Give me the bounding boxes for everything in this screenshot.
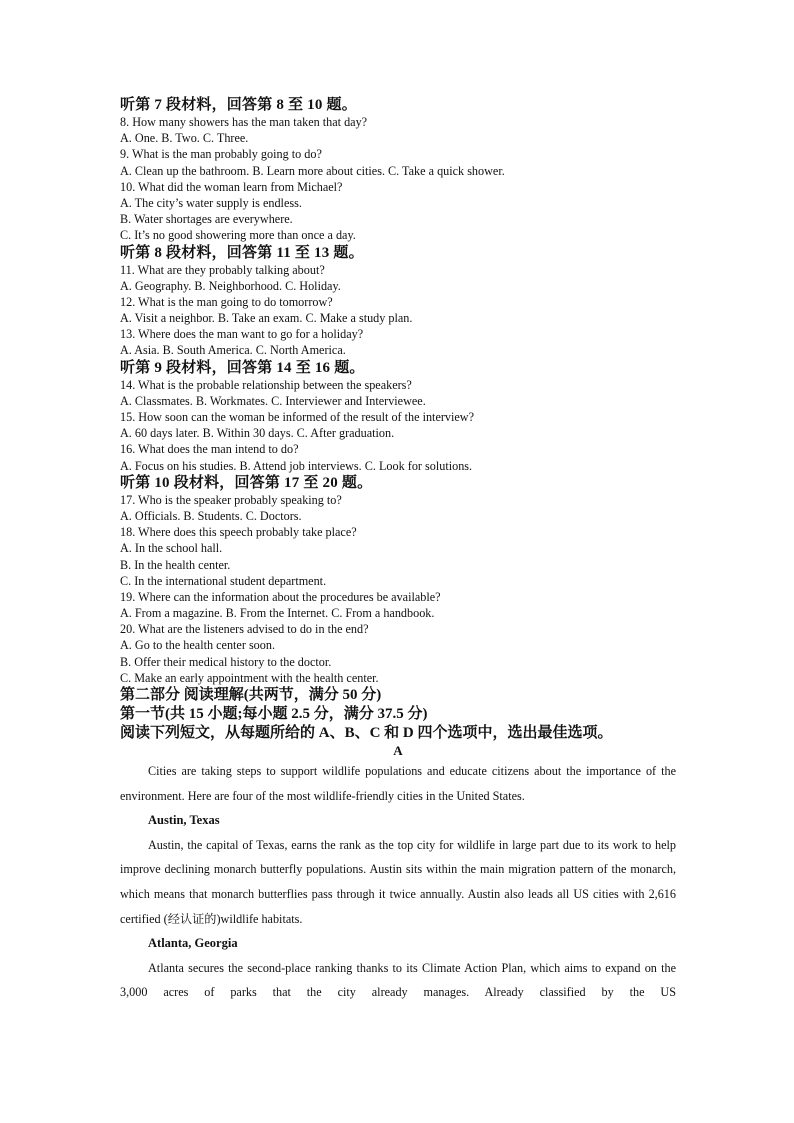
section-one-title: 第一节(共 15 小题;每小题 2.5 分，满分 37.5 分) xyxy=(120,706,428,722)
question-10: 10. What did the woman learn from Michael? xyxy=(120,179,343,194)
option-10-c: C. It’s no good showering more than once a day. xyxy=(120,228,356,243)
paragraph-atlanta: Atlanta secures the second-place ranking thanks to its Climate Action Plan, which aims to expand on the 3,000 acres of parks that the city already manages. Already classified by the US xyxy=(120,960,676,1000)
option-20-a: A. Go to the health center soon. xyxy=(120,638,276,653)
passage-intro: Cities are taking steps to support wildlife populations and educate citizens about the importance of the environment. Here are four of the most wildlife-friendly cities in the United States. xyxy=(120,764,676,803)
city-heading-atlanta: Atlanta, Georgia xyxy=(148,936,238,951)
question-12: 12. What is the man going to do tomorrow? xyxy=(120,294,333,309)
option-18-c: C. In the international student department. xyxy=(120,573,327,588)
section-heading-10: 听第 10 段材料，回答第 17 至 20 题。 xyxy=(120,474,373,491)
section-heading-7: 听第 7 段材料，回答第 8 至 10 题。 xyxy=(120,97,357,113)
question-11: 11. What are they probably talking about? xyxy=(120,262,325,277)
options-12: A. Visit a neighbor. B. Take an exam. C. Make a study plan. xyxy=(120,311,413,326)
part-two-title: 第二部分 阅读理解(共两节，满分 50 分) xyxy=(120,687,382,703)
options-13: A. Asia. B. South America. C. North America. xyxy=(120,343,346,358)
options-17: A. Officials. B. Students. C. Doctors. xyxy=(120,508,302,523)
options-14: A. Classmates. B. Workmates. C. Interviewer and Interviewee. xyxy=(120,393,426,408)
question-18: 18. Where does this speech probably take place? xyxy=(120,525,357,540)
question-20: 20. What are the listeners advised to do in the end? xyxy=(120,622,369,637)
section-heading-9: 听第 9 段材料，回答第 14 至 16 题。 xyxy=(120,359,365,376)
options-15: A. 60 days later. B. Within 30 days. C. After graduation. xyxy=(120,426,395,441)
option-18-b: B. In the health center. xyxy=(120,557,231,572)
question-16: 16. What does the man intend to do? xyxy=(120,442,299,457)
question-19: 19. Where can the information about the procedures be available? xyxy=(120,589,441,604)
paragraph-austin: Austin, the capital of Texas, earns the rank as the top city for wildlife in large part due to its work to help improve declining monarch butterfly populations. Austin sits within the main migration pattern of the monarch, which means that monarch butterflies pass through it twice annually. Austin also leads all US cities with 2,616 certified (经认证的)wildlife habitats. xyxy=(120,837,676,926)
question-13: 13. Where does the man want to go for a holiday? xyxy=(120,327,364,342)
question-17: 17. Who is the speaker probably speaking to? xyxy=(120,492,342,507)
passage-label: A xyxy=(393,743,403,758)
question-15: 15. How soon can the woman be informed of the result of the interview? xyxy=(120,410,475,424)
question-9: 9. What is the man probably going to do? xyxy=(120,147,322,162)
option-20-b: B. Offer their medical history to the doctor. xyxy=(120,654,332,669)
options-8: A. One. B. Two. C. Three. xyxy=(120,131,249,146)
options-19: A. From a magazine. B. From the Internet. C. From a handbook. xyxy=(120,606,435,621)
option-20-c: C. Make an early appointment with the health center. xyxy=(120,670,379,685)
option-10-a: A. The city’s water supply is endless. xyxy=(120,195,302,210)
document-content xyxy=(120,96,676,1005)
options-16: A. Focus on his studies. B. Attend job interviews. C. Look for solutions. xyxy=(120,458,473,473)
option-10-b: B. Water shortages are everywhere. xyxy=(120,212,293,227)
options-11: A. Geography. B. Neighborhood. C. Holiday. xyxy=(120,278,341,293)
section-heading-8: 听第 8 段材料，回答第 11 至 13 题。 xyxy=(120,244,364,261)
question-8: 8. How many showers has the man taken that day? xyxy=(120,115,368,129)
options-9: A. Clean up the bathroom. B. Learn more about cities. C. Take a quick shower. xyxy=(120,163,505,178)
reading-instruction: 阅读下列短文，从每题所给的 A、B、C 和 D 四个选项中，选出最佳选项。 xyxy=(120,725,613,741)
question-14: 14. What is the probable relationship between the speakers? xyxy=(120,377,412,392)
option-18-a: A. In the school hall. xyxy=(120,541,223,556)
city-heading-austin: Austin, Texas xyxy=(148,813,220,828)
